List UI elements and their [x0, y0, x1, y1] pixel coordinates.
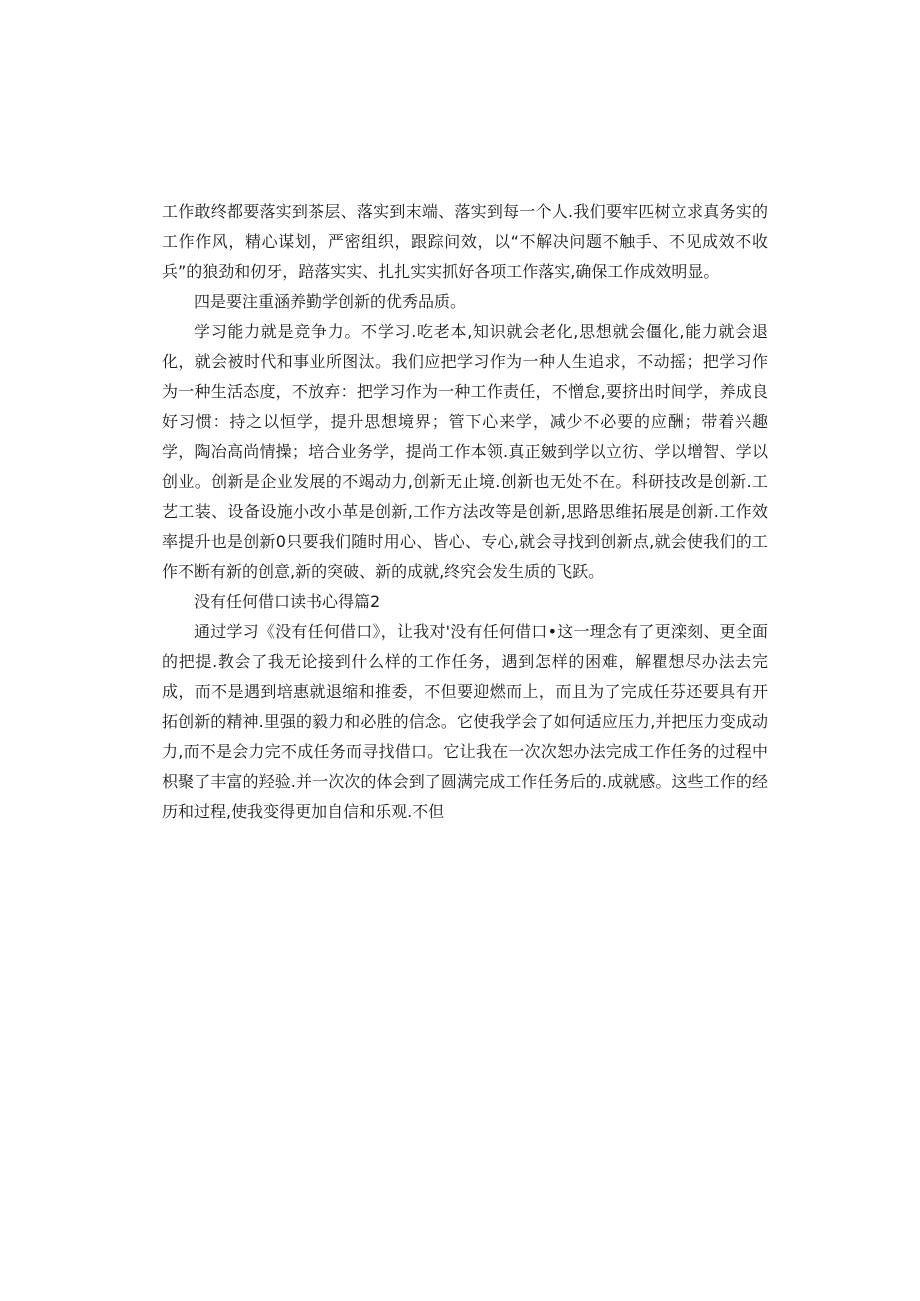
- paragraph-learning-ability: 学习能力就是竞争力。不学习.吃老本,知识就会老化,思想就会僵化,能力就会退化，就会被时代和事业所图汰。我们应把学习作为一种人生追求，不动摇；把学习作为一种生活态度，不放弃：把学习作为一种工作责任，不憎怠,要挤出时间学，养成良好习惯：持之以恒学，提升思想境界；管下心来学，减少不必要的应酬；带着兴趣学，陶冶高尚情操；培合业务学，提尚工作本领.真正皴到学以立彷、学以增智、学以创业。创新是企业发展的不竭动力,创新无止境.创新也无处不在。科研技改是创新.工艺工装、设备设施小改小革是创新,工作方法改等是创新,思路思维拓展是创新.工作效率提升也是创新0只要我们随时用心、皆心、专心,就会寻找到创新点,就会使我们的工作不断有新的创意,新的突破、新的成就,终究会发生质的飞跃。: [162, 322, 768, 581]
- document-body: [162, 197, 768, 827]
- section-heading-reading-notes-2: 没有任何借口读书心得篇2: [194, 592, 381, 611]
- section-heading-study-innovation: 四是要注重涵养勤学创新的优秀品质。: [194, 292, 467, 311]
- paragraph-work-style: 工作敢终都要落实到茶层、落实到末端、落实到每一个人.我们要牢匹树立求真务实的工作作风，精心谋划，严密组织，跟踪问效，以“不解决问题不触手、不见成效不收兵”的狼劲和仞牙，踣落实实、扎扎实实抓好各项工作落实,确保工作成效明显。: [162, 202, 768, 281]
- paragraph-no-excuses: 通过学习《没有任何借口》，让我对'没有任何借口•这一理念有了更滦刻、更全面的把提.教会了我无论接到什么样的工作任务，遇到怎样的困难，解瞿想尽办法去完成，而不是遇到培惠就退缩和推委，不但要迎燃而上，而且为了完成任芬还要具有开拓创新的精神.里强的毅力和必胜的信念。它使我学会了如何适应压力,并把压力变成动力,而不是会力完不成任务而寻找借口。它让我在一次次恕办法完成工作任务的过程中枳聚了丰富的羟验.并一次次的体会到了圆满完成工作任务后的.成就感。这些工作的经历和过程,使我变得更加自信和乐观.不但: [162, 622, 768, 821]
